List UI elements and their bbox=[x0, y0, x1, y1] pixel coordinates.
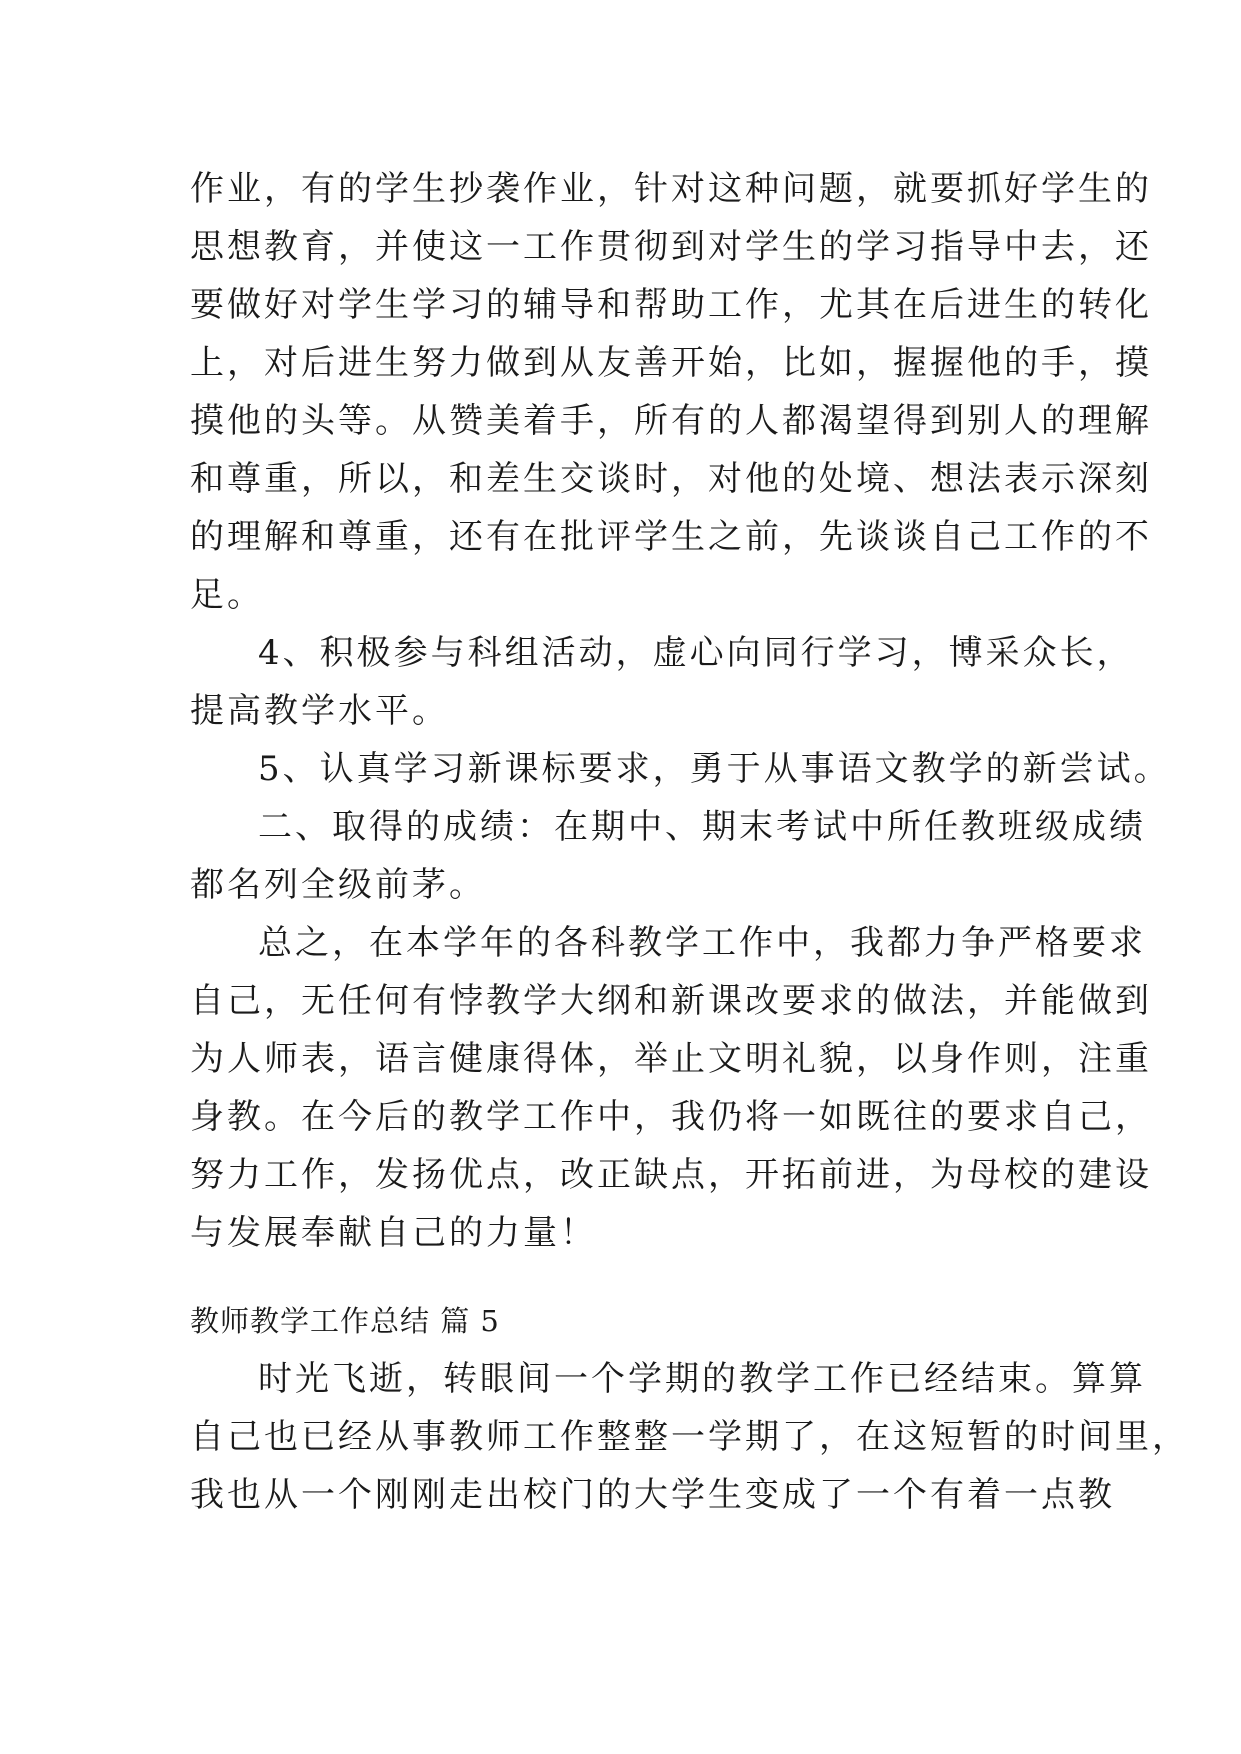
paragraph-item-4 bbox=[190, 624, 1134, 740]
paragraph-summary bbox=[190, 914, 1152, 1262]
text-line: 上，对后进生努力做到从友善开始，比如，握握他的手，摸 bbox=[190, 343, 1152, 383]
text-line: 努力工作，发扬优点，改正缺点，开拓前进，为母校的建设 bbox=[190, 1155, 1152, 1195]
text-line: 总之，在本学年的各科教学工作中，我都力争严格要求 bbox=[258, 923, 1146, 963]
text-line: 为人师表，语言健康得体，举止文明礼貌，以身作则，注重 bbox=[190, 1039, 1152, 1079]
text-line: 思想教育，并使这一工作贯彻到对学生的学习指导中去，还 bbox=[190, 227, 1152, 267]
text-line: 我也从一个刚刚走出校门的大学生变成了一个有着一点教 bbox=[190, 1475, 1115, 1515]
text-line: 身教。在今后的教学工作中，我仍将一如既往的要求自己， bbox=[190, 1097, 1152, 1137]
text-line: 足。 bbox=[190, 575, 264, 615]
document-content bbox=[190, 160, 1189, 1524]
text-line: 作业，有的学生抄袭作业，针对这种问题，就要抓好学生的 bbox=[190, 169, 1152, 209]
text-line: 摸他的头等。从赞美着手，所有的人都渴望得到别人的理解 bbox=[190, 401, 1152, 441]
text-line: 要做好对学生学习的辅导和帮助工作，尤其在后进生的转化 bbox=[190, 285, 1152, 325]
paragraph-section5-intro bbox=[190, 1350, 1189, 1524]
text-line: 和尊重，所以，和差生交谈时，对他的处境、想法表示深刻 bbox=[190, 459, 1152, 499]
text-line: 的理解和尊重，还有在批评学生之前，先谈谈自己工作的不 bbox=[190, 517, 1152, 557]
text-line: 与发展奉献自己的力量！ bbox=[190, 1213, 597, 1253]
text-line: 时光飞逝，转眼间一个学期的教学工作已经结束。算算 bbox=[258, 1359, 1146, 1399]
text-line: 4、积极参与科组活动，虚心向同行学习，博采众长， bbox=[258, 633, 1134, 673]
paragraph-item-5 bbox=[190, 740, 1171, 798]
text-line: 都名列全级前茅。 bbox=[190, 865, 486, 905]
text-line: 提高教学水平。 bbox=[190, 691, 449, 731]
section-heading: 教师教学工作总结 篇 5 bbox=[190, 1304, 500, 1338]
text-line: 二、取得的成绩：在期中、期末考试中所任教班级成绩 bbox=[258, 807, 1146, 847]
paragraph-achievements bbox=[190, 798, 1146, 914]
section-spacer bbox=[190, 1262, 1090, 1292]
text-line: 自己也已经从事教师工作整整一学期了，在这短暂的时间里， bbox=[190, 1417, 1189, 1457]
paragraph-student-guidance bbox=[190, 160, 1152, 624]
text-line: 5、认真学习新课标要求，勇于从事语文教学的新尝试。 bbox=[258, 749, 1171, 789]
text-line: 自己，无任何有悖教学大纲和新课改要求的做法，并能做到 bbox=[190, 981, 1152, 1021]
